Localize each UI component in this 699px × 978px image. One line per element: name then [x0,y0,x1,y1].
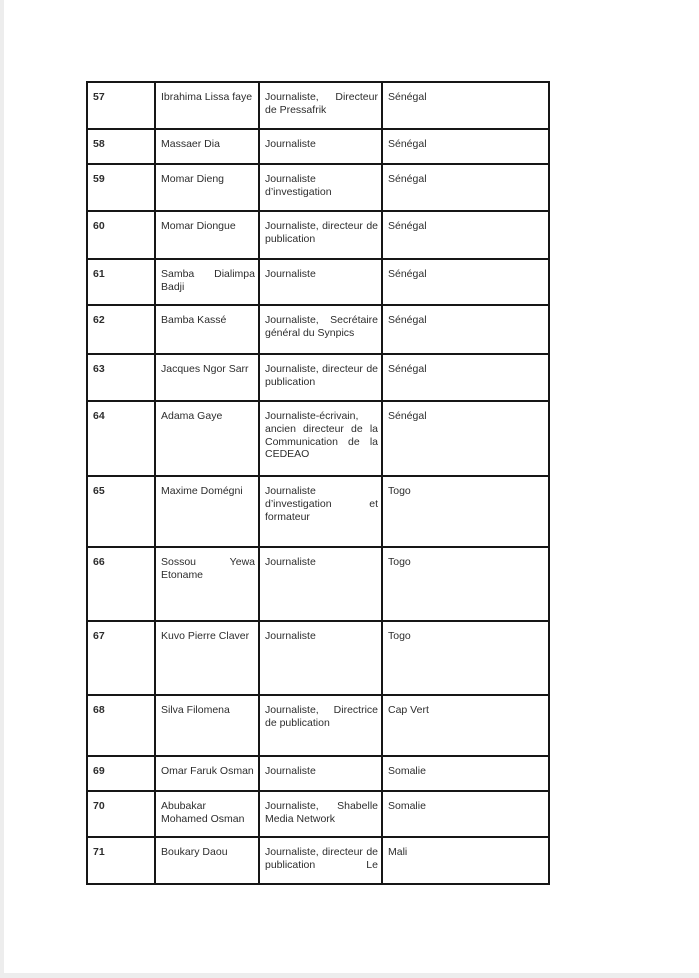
table-row [87,164,549,211]
cell-name: Omar Faruk Osman [155,756,259,791]
table-row [87,621,549,695]
cell-name: Jacques Ngor Sarr [155,354,259,401]
cell-name: Samba Dialimpa Badji [155,259,259,305]
table-row [87,401,549,476]
cell-number: 70 [87,791,155,837]
table-row [87,695,549,756]
cell-role: Journaliste, Secrétaire général du Synpics [259,305,382,354]
cell-role: Journaliste, directeur de publication Le [259,837,382,884]
cell-name: Massaer Dia [155,129,259,164]
cell-number: 64 [87,401,155,476]
table-row [87,476,549,547]
cell-role: Journaliste [259,621,382,695]
cell-number: 66 [87,547,155,621]
cell-country: Sénégal [382,129,549,164]
cell-country: Sénégal [382,354,549,401]
cell-number: 57 [87,82,155,129]
cell-role: Journaliste [259,259,382,305]
cell-number: 62 [87,305,155,354]
cell-number: 71 [87,837,155,884]
cell-country: Cap Vert [382,695,549,756]
cell-country: Sénégal [382,305,549,354]
cell-country: Somalie [382,791,549,837]
cell-country: Sénégal [382,82,549,129]
cell-role: Journaliste, directeur de publication [259,211,382,259]
cell-role: Journaliste [259,547,382,621]
table-row [87,837,549,884]
journalists-table [86,81,550,885]
cell-role: Journaliste, Directeur de Pressafrik [259,82,382,129]
cell-role: Journaliste d’investigation et formateur [259,476,382,547]
cell-country: Mali [382,837,549,884]
cell-country: Togo [382,547,549,621]
cell-role: Journaliste [259,129,382,164]
cell-country: Somalie [382,756,549,791]
cell-name: Momar Dieng [155,164,259,211]
cell-name: Ibrahima Lissa faye [155,82,259,129]
cell-number: 63 [87,354,155,401]
cell-name: Abubakar Mohamed Osman [155,791,259,837]
cell-number: 65 [87,476,155,547]
cell-role: Journaliste, Shabelle Media Network [259,791,382,837]
cell-country: Togo [382,476,549,547]
cell-number: 69 [87,756,155,791]
cell-name: Boukary Daou [155,837,259,884]
cell-number: 60 [87,211,155,259]
cell-name: Kuvo Pierre Claver [155,621,259,695]
cell-country: Sénégal [382,164,549,211]
table-row [87,756,549,791]
cell-name: Sossou Yewa Etoname [155,547,259,621]
cell-number: 61 [87,259,155,305]
table-row [87,259,549,305]
cell-number: 59 [87,164,155,211]
cell-country: Sénégal [382,211,549,259]
table-row [87,791,549,837]
cell-number: 67 [87,621,155,695]
cell-number: 68 [87,695,155,756]
table-row [87,129,549,164]
cell-name: Maxime Domégni [155,476,259,547]
table-row [87,354,549,401]
cell-name: Adama Gaye [155,401,259,476]
cell-country: Togo [382,621,549,695]
table-row [87,211,549,259]
cell-role: Journaliste-écrivain, ancien directeur de la Communication de la CEDEAO [259,401,382,476]
cell-number: 58 [87,129,155,164]
document-page [4,0,699,973]
cell-name: Silva Filomena [155,695,259,756]
table-row [87,82,549,129]
cell-role: Journaliste d’investigation [259,164,382,211]
cell-country: Sénégal [382,259,549,305]
table-row [87,305,549,354]
cell-role: Journaliste, Directrice de publication [259,695,382,756]
cell-name: Momar Diongue [155,211,259,259]
cell-name: Bamba Kassé [155,305,259,354]
cell-country: Sénégal [382,401,549,476]
cell-role: Journaliste, directeur de publication [259,354,382,401]
table-row [87,547,549,621]
cell-role: Journaliste [259,756,382,791]
